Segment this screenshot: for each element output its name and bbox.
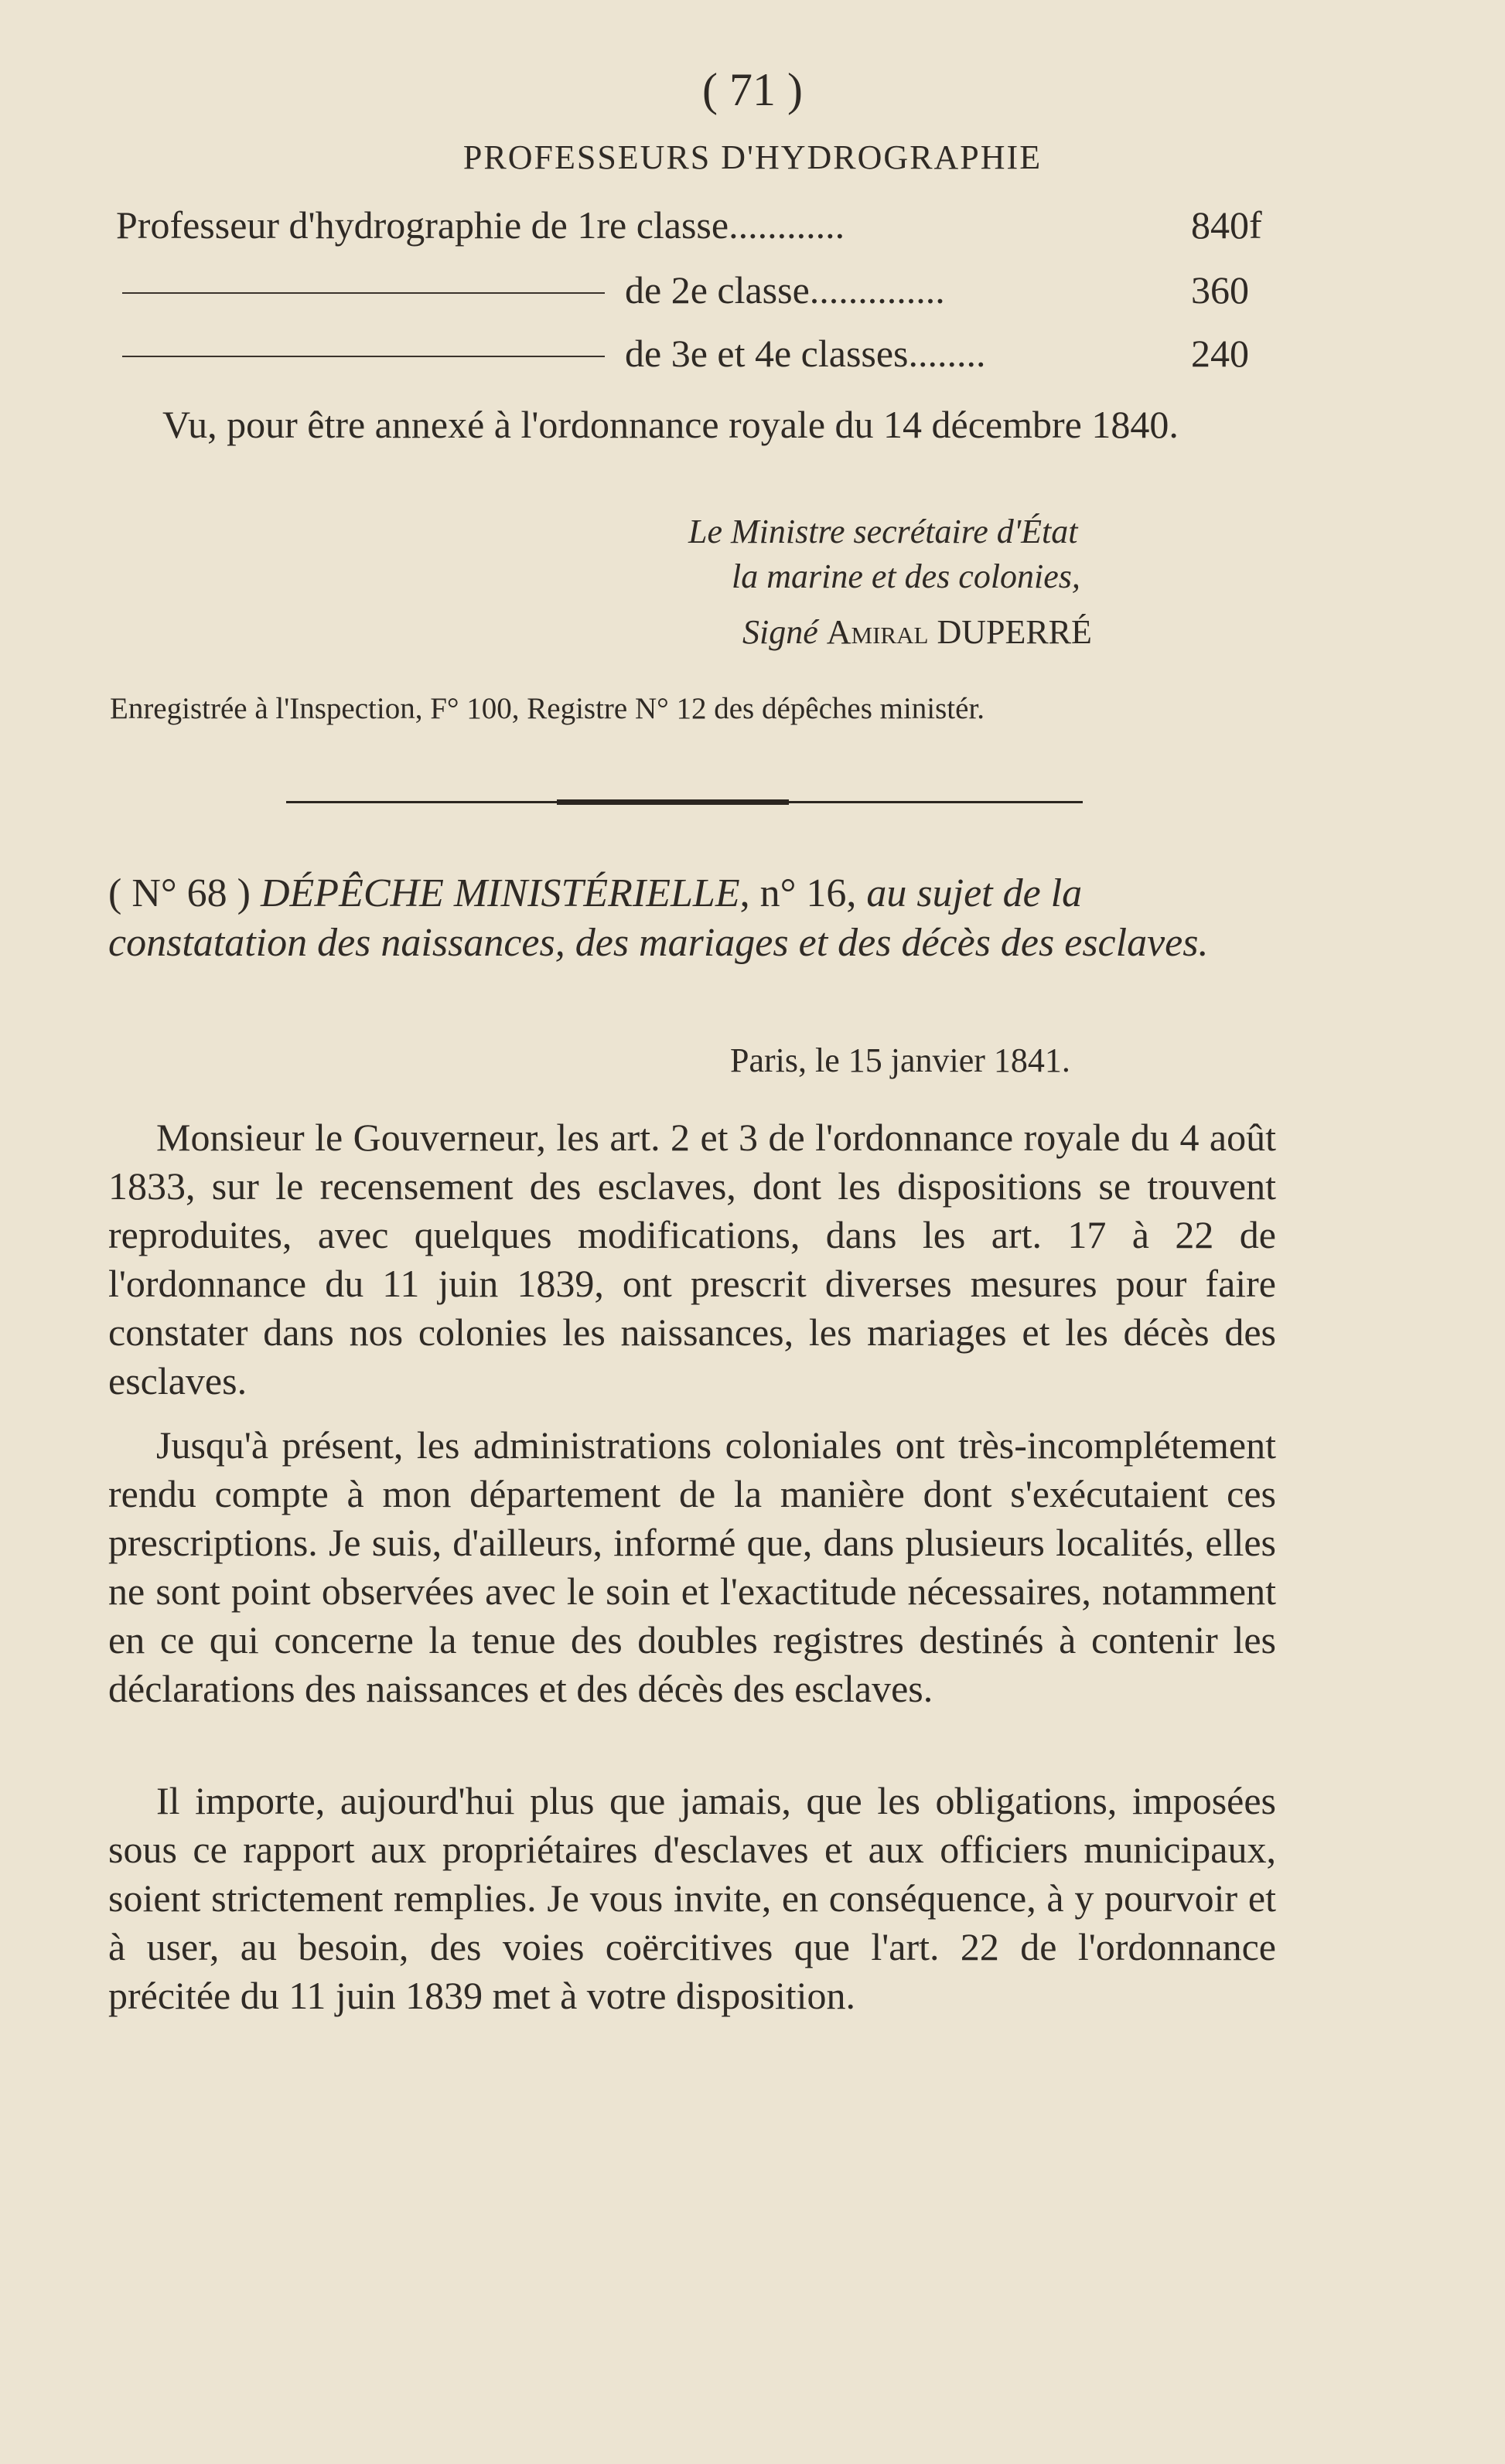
dateline: Paris, le 15 janvier 1841. [730,1041,1070,1079]
salary-prefix: Professeur d'hydrographie [116,203,531,247]
section-heading: PROFESSEURS D'HYDROGRAPHIE [462,138,1043,176]
vu-statement: Vu, pour être annexé à l'ordonnance royale du 14 décembre 1840. [162,403,1179,446]
signed-label: Signé [742,613,818,651]
ditto-dash [122,356,605,357]
dispatch-heading [108,869,1276,968]
salary-label: de 2e classe [625,268,810,312]
section-divider-center [557,799,789,805]
signature-line-1: Le Ministre secrétaire d'État [688,513,1078,550]
salary-line [625,331,986,376]
page-number: ( 71 ) [702,64,803,115]
dispatch-subject: au sujet de la constatation des naissances, des mariages et des décès des esclaves. [108,871,1209,965]
salary-amount: 240 [1191,332,1249,375]
signatory-rank: Amiral [826,613,929,651]
salary-dots: .............. [809,268,945,312]
paragraph: Jusqu'à présent, les administrations coloniales ont très-incomplétement rendu compte à mon département de la manière dont s'exécutaient ces prescriptions. Je suis, d'ailleurs, informé que, dans plusieurs localités, elles ne sont point observées avec le soin et l'exactitude nécessaires, notamment en ce qui concerne la tenue des doubles registres destinés à contenir les déclarations des naissances et des décès des esclaves. [108,1423,1276,1710]
paragraph: Il importe, aujourd'hui plus que jamais, que les obligations, imposées sous ce rapport aux propriétaires d'esclaves et aux officiers municipaux, soient strictement remplies. Je vous invite, en conséquence, à y pourvoir et à user, au besoin, des voies coërcitives que l'art. 22 de l'ordonnance précitée du 11 juin 1839 met à votre disposition. [108,1779,1276,2017]
salary-label: de 3e et 4e classes [625,332,909,375]
ditto-dash [122,292,605,294]
salary-label: de 1re classe [531,203,729,247]
paragraph: Monsieur le Gouverneur, les art. 2 et 3 de l'ordonnance royale du 4 août 1833, sur le recensement des esclaves, dont les dispositions se trouvent reproduites, avec quelques modifications, dans les art. 17 à 22 de l'ordonnance du 11 juin 1839, ont prescrit diverses mesures pour faire constater dans nos colonies les naissances, les mariages et les décès des esclaves. [108,1116,1276,1402]
signature-line-2: la marine et des colonies, [732,557,1080,595]
dispatch-num: , n° 16, [739,871,857,915]
registration-note: Enregistrée à l'Inspection, F° 100, Registre N° 12 des dépêches ministér. [110,692,985,725]
dispatch-title: DÉPÊCHE MINISTÉRIELLE [260,871,740,915]
salary-dots: ............ [729,203,845,247]
salary-line [116,203,845,247]
salary-amount: 840f [1191,203,1262,247]
salary-dots: ........ [908,332,986,375]
dispatch-number: ( N° 68 ) [108,871,251,915]
salary-amount: 360 [1191,268,1249,312]
signature-line-3 [742,612,1092,652]
salary-line [625,268,945,312]
signatory-name: DUPERRÉ [937,613,1092,651]
